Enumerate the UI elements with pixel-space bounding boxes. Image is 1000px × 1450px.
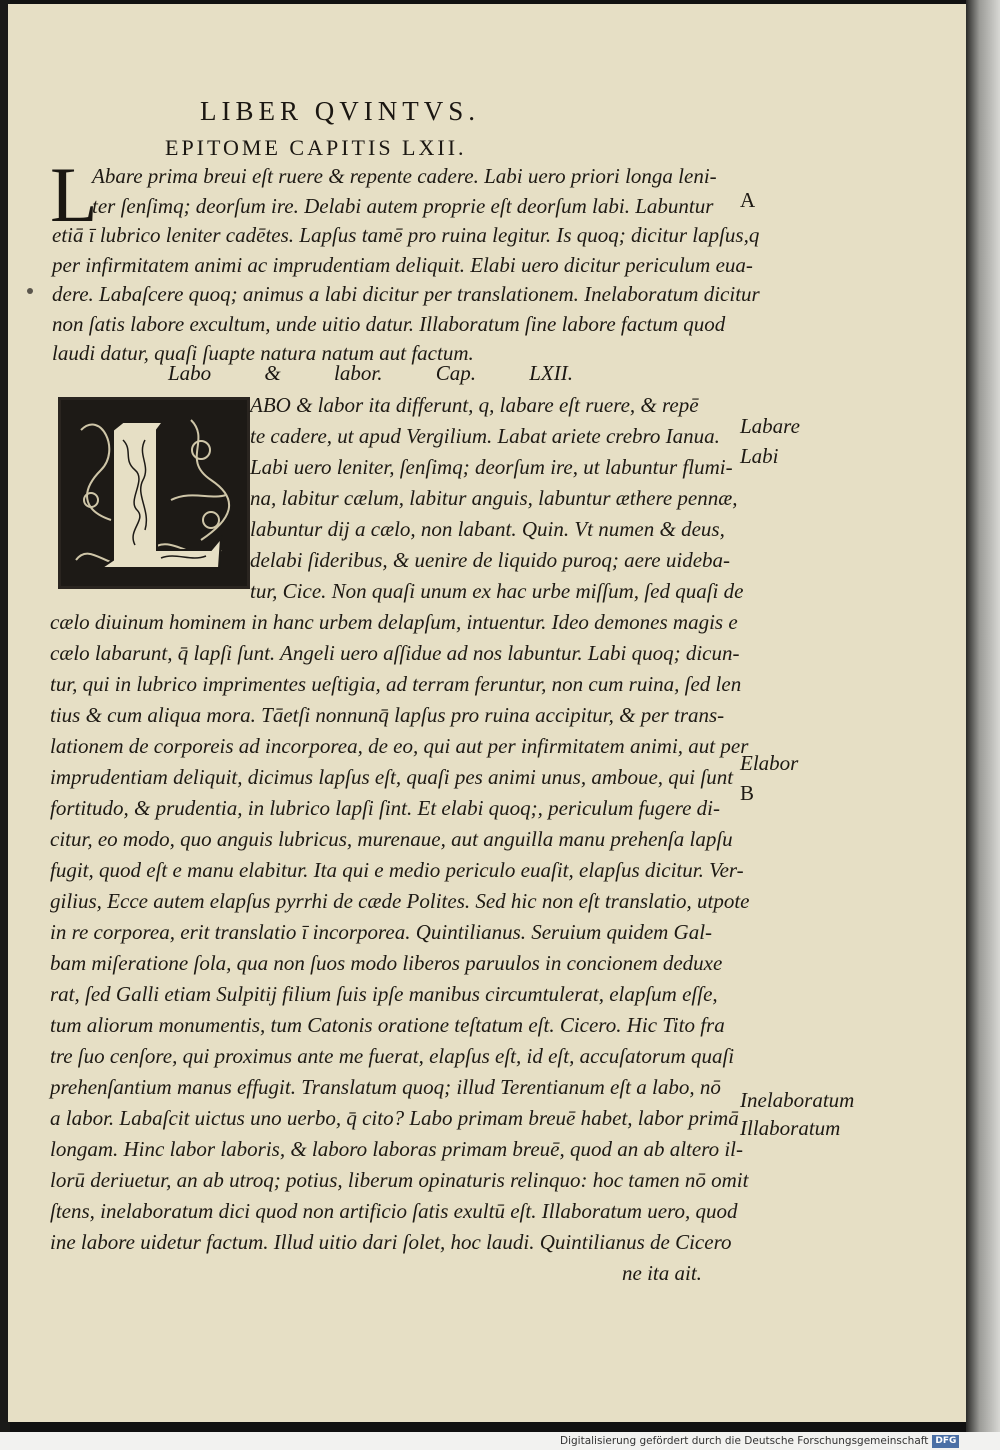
epitome-line: Abare prima breui eſt ruere & repente cadere. Labi uero priori longa leni- [92,164,717,188]
margin-note-a: A [740,188,756,212]
main-line: ABO & labor ita differunt, q, labare eſt ruere, & repē [250,393,699,417]
epitome-initial: L [50,151,98,238]
main-line: tum aliorum monumentis, tum Catonis oratione teſtatum eſt. Cicero. Hic Tito fra [50,1013,725,1037]
main-line: citur, eo modo, quo anguis lubricus, murenaue, aut anguilla manu prehenſa lapſu [50,827,733,851]
main-line: prehenſantium manus effugit. Translatum quoq; illud Terentianum eſt a labo, nō [50,1075,721,1099]
main-line: lationem de corporeis ad incorporea, de eo, qui aut per infirmitatem animi, aut per [50,734,749,758]
footer-text: Digitalisierung gefördert durch die Deutsche Forschungsgemeinschaft [560,1435,929,1447]
main-line: tre ſuo cenſore, qui proximus ante me fuerat, elapſus eſt, id eſt, accuſatorum quaſi [50,1044,735,1068]
epitome-text [50,151,760,369]
margin-mark [27,288,33,294]
margin-note-inelaboratum: Inelaboratum [740,1088,855,1112]
main-line: tur, qui in lubrico imprimentes ueſtigia, ad terram feruntur, non cum ruina, ſed len [50,672,742,696]
main-line: cælo labarunt, q̄ lapſi ſunt. Angeli uero aſſidue ad nos labuntur. Labi quoq; dicun- [50,641,740,665]
main-line: tur, Cice. Non quaſi unum ex hac urbe miſſum, ſed quaſi de [250,579,744,603]
margin-note-elabor: Elabor [740,751,799,775]
margin-note-labare: Labare [740,414,800,438]
main-line: Labi uero leniter, ſenſimq; deorſum ire, ut labuntur flumi- [250,455,733,479]
running-head: LIBER QVINTVS. [200,96,480,126]
main-line: fortitudo, & prudentia, in lubrico lapſi ſint. Et elabi quoq;, periculum fugere di- [50,796,721,820]
main-line: fugit, quod eſt e manu elabitur. Ita qui e medio periculo euaſit, elapſus dicitur. Ver- [50,858,744,882]
epitome-line: ter ſenſimq; deorſum ire. Delabi autem proprie eſt deorſum labi. Labuntur [92,193,714,218]
main-line: a labor. Labaſcit uictus uno uerbo, q̄ cito? Labo primam breuē habet, labor primā [50,1106,739,1130]
margin-note-labi: Labi [740,444,779,468]
main-line: in re corporea, erit translatio ī incorporea. Quintilianus. Seruium quidem Gal- [50,920,713,944]
dfg-logo: DFG [932,1435,959,1448]
main-line: longam. Hinc labor laboris, & laboro laboras primam breuē, quod an ab altero il- [50,1137,743,1161]
section-heading: Labo & labor. Cap. LXII. [168,361,573,385]
main-line: na, labitur cælum, labitur anguis, labuntur æthere pennæ, [250,486,738,510]
scan-right-edge [966,0,1000,1432]
margin-note-illaboratum: Illaboratum [740,1116,841,1140]
epitome-line: per infirmitatem animi ac imprudentiam deliquit. Elabi uero dicitur periculum eua- [52,252,753,277]
margin-note-b: B [740,781,755,805]
main-line: lorū deriuetur, an ab utroq; potius, liberum opinaturis relinquo: hoc tamen nō omit [50,1168,749,1192]
epitome-line: non ſatis labore excultum, unde uitio datur. Illaboratum ſine labore factum quod [52,311,726,336]
epitome-line: dere. Labaſcere quoq; animus a labi dicitur per translationem. Inelaboratum dicitur [52,282,760,306]
main-line: gilius, Ecce autem elapſus pyrrhi de cæde Polites. Sed hic non eſt translatio, utpote [50,889,750,913]
main-line: tius & cum aliqua mora. Tāetſi nonnunq̄ lapſus pro ruina accipitur, & per trans- [50,703,725,727]
epitome-line: etiā ī lubrico leniter cadētes. Lapſus tamē pro ruina legitur. Is quoq; dicitur lapſus,q [52,223,760,247]
chapter-title: EPITOME CAPITIS LXII. [165,135,467,160]
main-line: bam miſeratione ſola, qua non ſuos modo liberos paruulos in concionem deduxe [50,951,723,975]
main-line: ine labore uidetur factum. Illud uitio dari ſolet, hoc laudi. Quintilianus de Cicero [50,1230,732,1254]
main-line: ſtens, inelaboratum dici quod non artificio ſatis exultū eſt. Illaboratum uero, quod [50,1199,738,1223]
main-line: te cadere, ut apud Vergilium. Labat ariete crebro Ianua. [250,424,720,448]
epitome-line: laudi datur, quaſi ſuapte natura natum aut factum. [52,341,474,365]
main-text [50,390,750,1289]
main-line: delabi ſideribus, & uenire de liquido puroq; aere uideba- [250,548,731,572]
main-line: cælo diuinum hominem in hanc urbem delapſum, intuentur. Ideo demones magis e [50,610,738,634]
main-line: imprudentiam deliquit, dicimus lapſus eſt, quaſi pes animi unus, amboue, qui ſunt [50,765,734,789]
main-line: ne ita ait. [622,1261,702,1285]
main-line: rat, ſed Galli etiam Sulpitij filium ſuis ipſe manibus circumtulerat, elapſum eſſe, [50,982,718,1006]
footer-credit [560,1433,1000,1450]
main-line: labuntur dij a cælo, non labant. Quin. Vt numen & deus, [250,517,725,541]
